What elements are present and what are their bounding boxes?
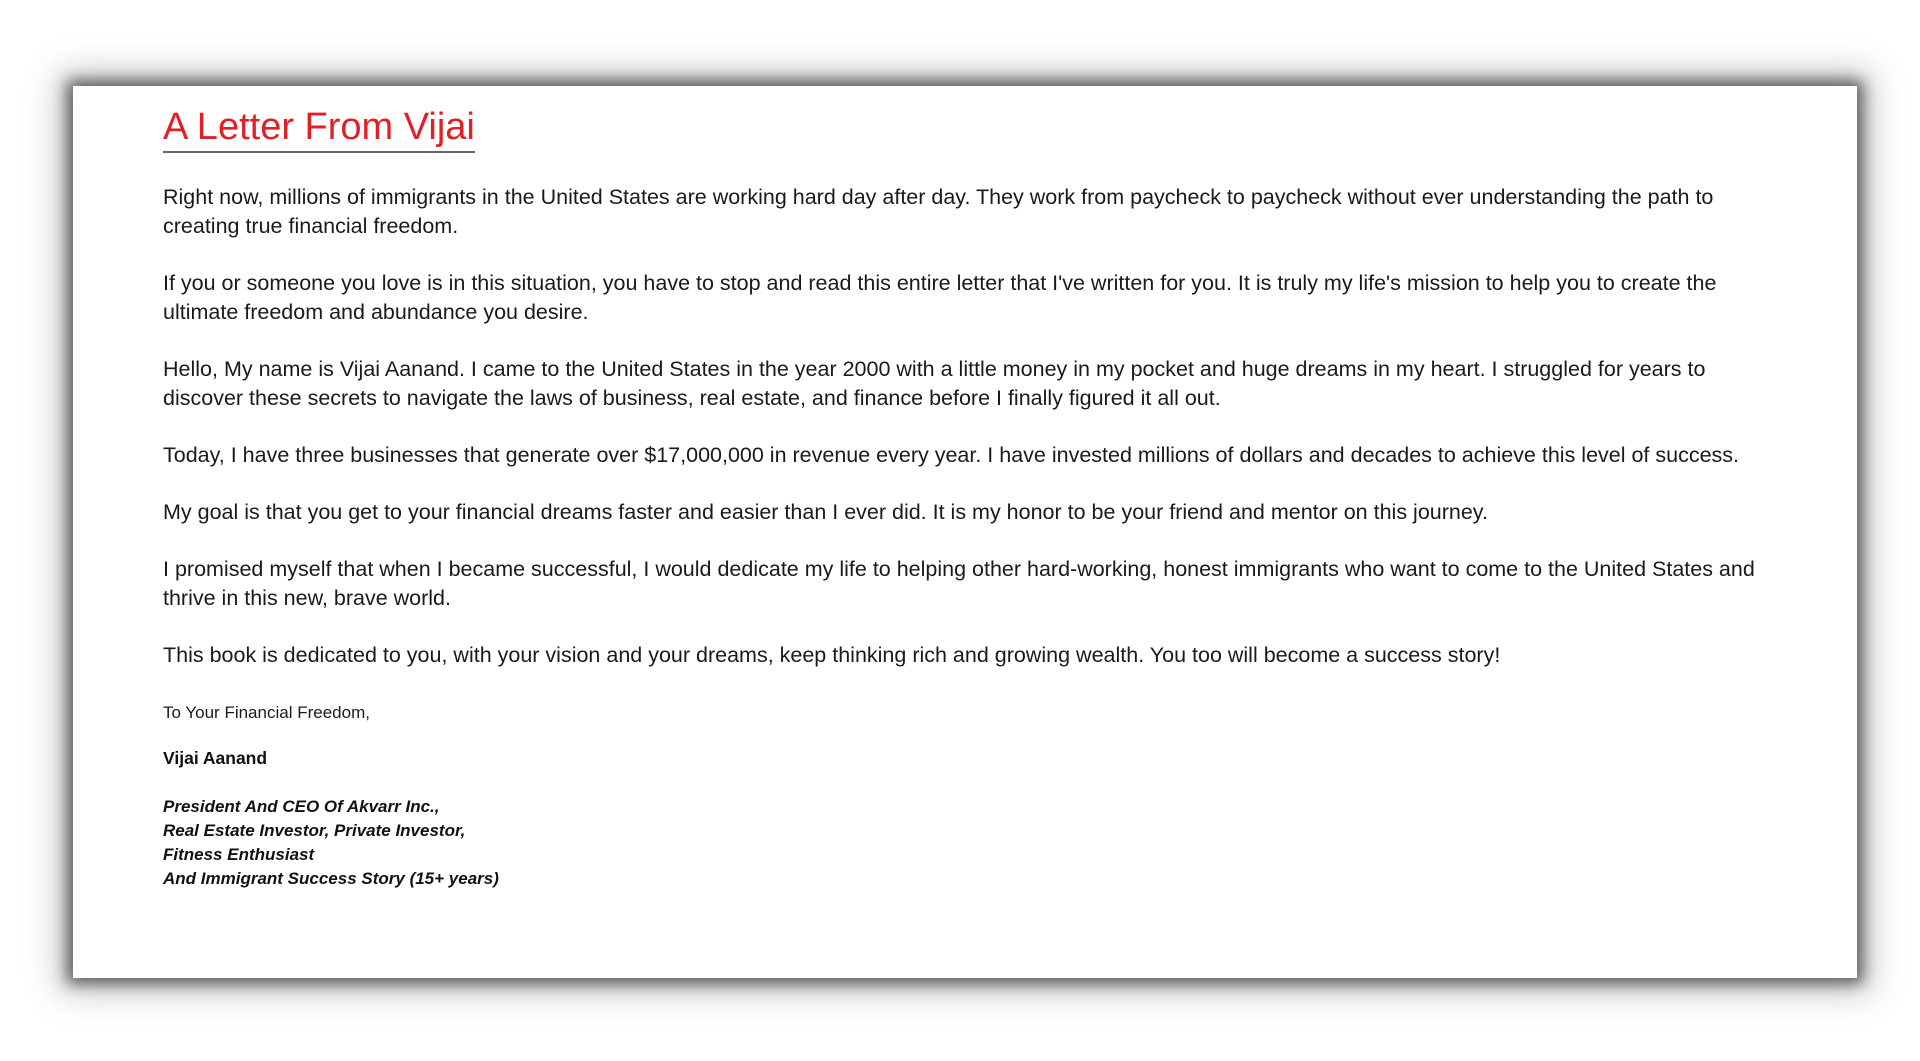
- paragraph-2: If you or someone you love is in this situation, you have to stop and read this entire letter that I've written for you. It is truly my life's mission to help you to create the ultimate freedom and abundance you desire.: [163, 271, 1717, 324]
- letter-card: [73, 86, 1857, 978]
- signature-title-line: And Immigrant Success Story (15+ years): [163, 869, 499, 888]
- paragraph-3: Hello, My name is Vijai Aanand. I came to the United States in the year 2000 with a little money in my pocket and huge dreams in my heart. I struggled for years to discover these secrets to navigate the laws of business, real estate, and finance before I finally figured it all out.: [163, 357, 1706, 410]
- letter-title: A Letter From Vijai: [163, 104, 475, 153]
- signature-title-line: President And CEO Of Akvarr Inc.,: [163, 797, 440, 816]
- paragraph-7: This book is dedicated to you, with your vision and your dreams, keep thinking rich and growing wealth. You too will become a success story!: [163, 643, 1501, 667]
- signature-title-line: Fitness Enthusiast: [163, 845, 315, 864]
- paragraph-5: My goal is that you get to your financial dreams faster and easier than I ever did. It is my honor to be your friend and mentor on this journey.: [163, 500, 1488, 524]
- paragraph-6: I promised myself that when I became successful, I would dedicate my life to helping other hard-working, honest immigrants who want to come to the United States and thrive in this new, brave world.: [163, 557, 1755, 610]
- paragraph-1: Right now, millions of immigrants in the United States are working hard day after day. They work from paycheck to paycheck without ever understanding the path to creating true financial freedom.: [163, 185, 1714, 238]
- signature-title-line: Real Estate Investor, Private Investor,: [163, 821, 466, 840]
- letter-body: [163, 183, 1767, 670]
- paragraph-4: Today, I have three businesses that generate over $17,000,000 in revenue every year. I have invested millions of dollars and decades to achieve this level of success.: [163, 443, 1740, 467]
- signature-titles: [163, 795, 1767, 891]
- closing-line: To Your Financial Freedom,: [163, 703, 370, 722]
- signature-name: Vijai Aanand: [163, 748, 268, 768]
